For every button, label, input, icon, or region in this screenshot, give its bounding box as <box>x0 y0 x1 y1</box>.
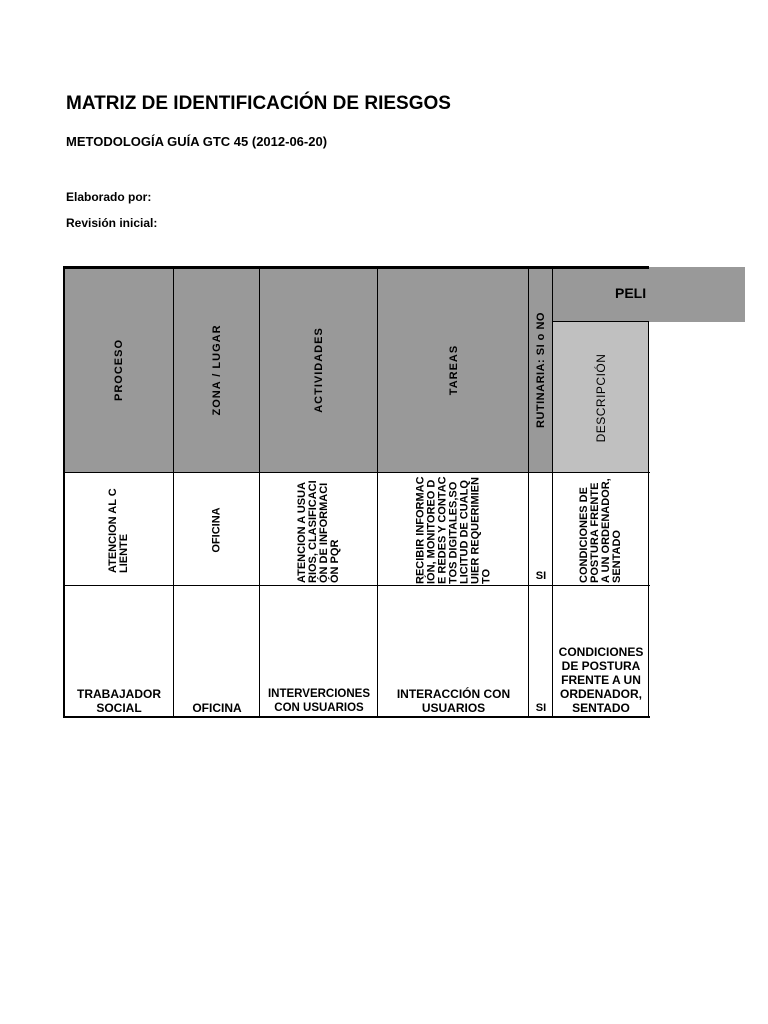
document-title: MATRIZ DE IDENTIFICACIÓN DE RIESGOS <box>66 93 451 114</box>
col-divider-2 <box>259 268 260 718</box>
col-divider-3 <box>377 268 378 718</box>
row-divider-1 <box>64 472 650 473</box>
table-top-border <box>63 266 649 269</box>
row2-tareas: INTERACCIÓN CON USUARIOS <box>396 687 511 715</box>
col-border-right <box>648 322 649 718</box>
col-divider-1 <box>173 268 174 718</box>
col-divider-5 <box>552 268 553 718</box>
row1-proceso: ATENCION AL CLIENTE <box>107 487 130 573</box>
row2-rutinaria: SI <box>535 702 547 714</box>
row2-zona: OFICINA <box>192 701 242 715</box>
row-divider-2 <box>64 585 650 586</box>
header-actividades: ACTIVIDADES <box>313 327 325 413</box>
col-divider-4 <box>528 268 529 718</box>
initial-review-label: Revisión inicial: <box>66 216 158 230</box>
header-descripcion: DESCRIPCIÓN <box>594 353 608 442</box>
header-proceso: PROCESO <box>113 338 125 402</box>
header-zona-lugar: ZONA / LUGAR <box>211 324 223 416</box>
table-bottom-border <box>64 716 650 718</box>
row1-zona: OFICINA <box>210 506 223 553</box>
row1-descripcion: CONDICIONES DE POSTURA FRENTE A UN ORDENADOR,SENTADO <box>578 477 623 583</box>
row1-tareas: RECIBIR INFORMACIÓN, MONITOREO DE REDES Y CONTACTOS DIGITALES,SOLICITUD DE CUALQUIER REQUERIMIENTO <box>414 475 492 584</box>
document-subtitle: METODOLOGÍA GUÍA GTC 45 (2012-06-20) <box>66 134 328 149</box>
prepared-by-label: Elaborado por: <box>66 190 152 204</box>
row2-actividades: INTERVERCIONES CON USUARIOS <box>267 688 371 714</box>
peligro-divider <box>553 321 649 322</box>
row2-proceso: TRABAJADOR SOCIAL <box>77 687 161 715</box>
row1-rutinaria: SI <box>535 570 547 582</box>
row1-actividades: ATENCION A USUARIOS, CLASIFICACIÓN DE INFORMACIÓN PQR <box>296 479 341 583</box>
row2-descripcion: CONDICIONES DE POSTURA FRENTE A UN ORDENADOR, SENTADO <box>558 645 644 715</box>
col-border-left <box>63 266 65 718</box>
header-peligro-group: PELI <box>615 285 647 301</box>
header-tareas: TAREAS <box>447 344 460 396</box>
header-rutinaria: RUTINARIA: SI o NO <box>535 312 547 428</box>
